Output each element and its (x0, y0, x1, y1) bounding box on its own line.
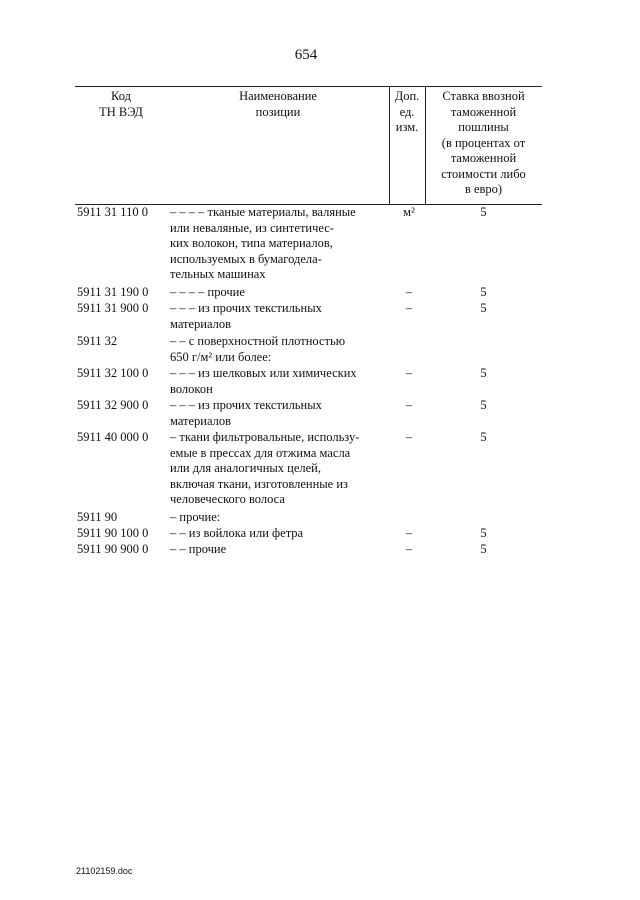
row-name: – – – из прочих текстильных материалов (170, 301, 322, 331)
row-code: 5911 90 900 0 (77, 542, 149, 556)
row-unit: – (405, 366, 413, 380)
row-code: 5911 40 000 0 (77, 430, 149, 444)
row-rate: 5 (480, 366, 487, 380)
row-code: 5911 32 (77, 334, 118, 348)
row-unit: – (405, 542, 413, 556)
row-name: – – прочие (170, 542, 227, 556)
row-unit: м² (403, 205, 415, 219)
row-code: 5911 90 (77, 510, 118, 524)
row-unit: – (405, 398, 413, 412)
row-name (170, 334, 392, 365)
row-rate: 5 (480, 398, 487, 412)
row-name: – – из войлока или фетра (170, 526, 304, 540)
row-unit: – (405, 526, 413, 540)
row-rate: 5 (480, 285, 487, 299)
row-unit: – (405, 430, 413, 444)
row-code: 5911 31 190 0 (77, 285, 149, 299)
row-code: 5911 32 100 0 (77, 366, 149, 380)
row-rate: 5 (480, 526, 487, 540)
row-name: – – – – прочие (170, 285, 245, 299)
row-code: 5911 90 100 0 (77, 526, 149, 540)
table-top-rule (75, 86, 542, 87)
header-name: Наименование позиции (239, 89, 317, 119)
header-rate: Ставка ввозной таможенной пошлины (в процентах от таможенной стоимости либо в евро) (441, 89, 526, 196)
page-number: 654 (294, 47, 318, 63)
header-code: Код ТН ВЭД (99, 89, 143, 119)
footer-filename: 21102159.doc (76, 866, 133, 876)
row-name: – – – из прочих текстильных материалов (170, 398, 322, 428)
row-rate: 5 (480, 205, 487, 219)
row-name: – – – из шелковых или химических волокон (170, 366, 357, 396)
row-name: – – – – тканые материалы, валяные или неваляные, из синтетичес- ких волокон, типа материалов, используемых в бумагодела- тельных машинах (170, 205, 356, 281)
row-name: – ткани фильтровальные, использу- емые в прессах для отжима масла или для аналогичных целей, включая ткани, изготовленные из человеческого волоса (170, 430, 360, 506)
row-rate: 5 (480, 430, 487, 444)
row-unit: – (405, 285, 413, 299)
row-code: 5911 31 900 0 (77, 301, 149, 315)
row-code: 5911 32 900 0 (77, 398, 149, 412)
row-rate: 5 (480, 542, 487, 556)
row-rate: 5 (480, 301, 487, 315)
header-unit: Доп. ед. изм. (394, 89, 420, 134)
row-name: – прочие: (170, 510, 221, 524)
row-name-text: – – с поверхностной плотностью 650 г/м² или более: (170, 334, 346, 364)
row-unit: – (405, 301, 413, 315)
row-code: 5911 31 110 0 (77, 205, 148, 219)
